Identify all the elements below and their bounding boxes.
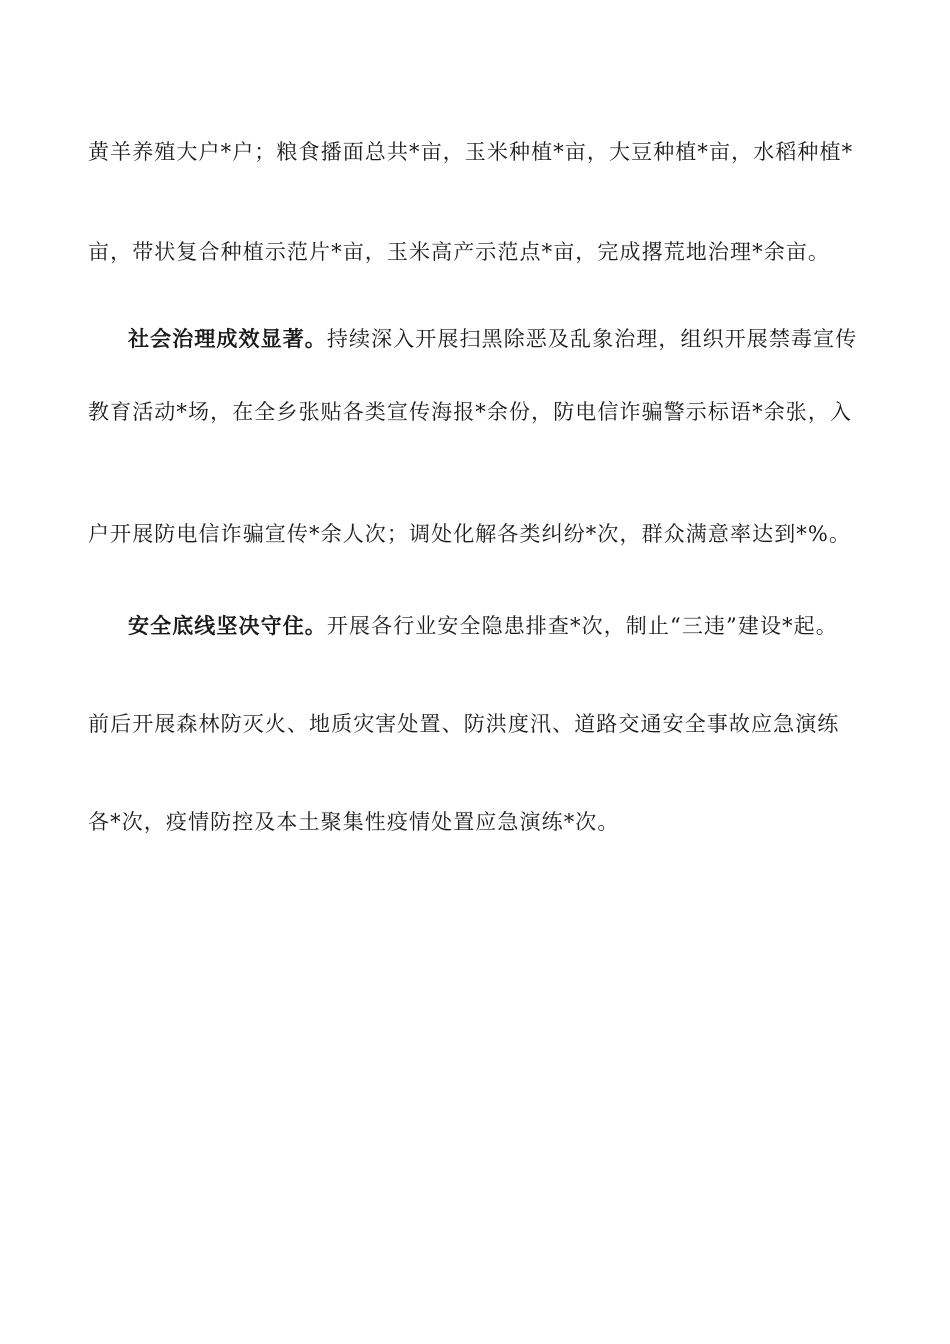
paragraph-2-heading: 社会治理成效显著。 [128, 327, 327, 351]
paragraph-2-line-3: 户开展防电信诈骗宣传*余人次；调处化解各类纠纷*次，群众满意率达到*%。 [88, 522, 852, 546]
paragraph-3-heading: 安全底线坚决守住。 [128, 614, 327, 638]
paragraph-2-text: 持续深入开展扫黑除恶及乱象治理，组织开展禁毒宣传 [326, 327, 858, 351]
paragraph-2-line-2: 教育活动*场，在全乡张贴各类宣传海报*余份，防电信诈骗警示标语*余张，入 [88, 400, 853, 424]
paragraph-1-line-1: 黄羊养殖大户*户；粮食播面总共*亩，玉米种植*亩，大豆种植*亩，水稻种植* [88, 140, 854, 164]
paragraph-3-line-3: 各*次，疫情防控及本土聚集性疫情处置应急演练*次。 [88, 810, 620, 834]
paragraph-2-line-1 [128, 325, 868, 353]
paragraph-3-line-2: 前后开展森林防灭火、地质灾害处置、防洪度汛、道路交通安全事故应急演练 [88, 712, 840, 736]
paragraph-1-line-2: 亩，带状复合种植示范片*亩，玉米高产示范点*亩，完成撂荒地治理*余亩。 [88, 240, 830, 264]
paragraph-3-line-1 [128, 612, 868, 640]
paragraph-3-text: 开展各行业安全隐患排查*次，制止“三违”建设*起。 [326, 614, 838, 638]
